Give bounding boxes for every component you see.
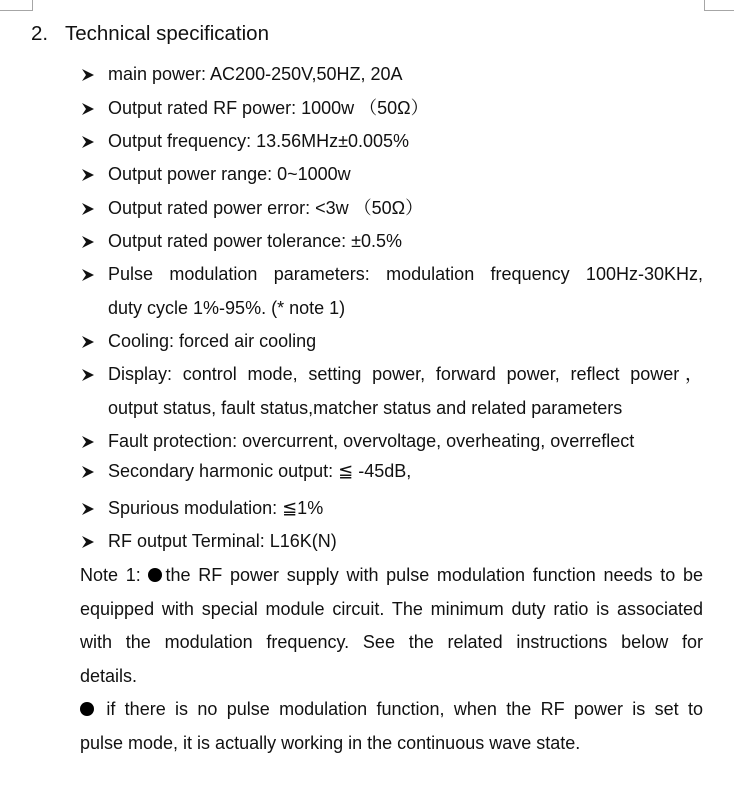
spec-item-text: Output frequency: 13.56MHz±0.005% [108,131,410,151]
note-line-3: with the modulation frequency. See the related instructions below for [80,632,703,652]
spec-item-text: Secondary harmonic output: ≦ -45dB, [108,461,412,481]
spec-item-text-line2: output status, fault status,matcher status and related parameters [108,397,623,418]
note-line-6: pulse mode, it is actually working in the continuous wave state. [80,732,581,753]
spec-item-harmonic [80,455,703,489]
spec-item-text-line2: duty cycle 1%-95%. (* note 1) [108,297,346,318]
spec-item-fault-protection [80,425,703,459]
spec-item-power-range [80,158,703,192]
spec-item-text: Fault protection: overcurrent, overvoltage, overheating, overreflect [108,431,635,451]
page-corner-mark-left [0,0,33,11]
spec-item-spurious [80,492,703,526]
arrow-bullet-icon [80,455,96,489]
note-line-4: details. [80,665,138,686]
arrow-bullet-icon [80,158,96,192]
spec-item-frequency [80,125,703,159]
spec-item-main-power [80,58,703,92]
spec-item-rf-power [80,92,703,126]
spec-item-text: Output rated RF power: 1000w （50Ω） [108,98,429,118]
spec-item-text: Output rated power tolerance: ±0.5% [108,231,403,251]
section-number: 2. [31,22,49,45]
spec-item-pulse-modulation [80,258,703,325]
section-title: Technical specification [65,22,269,45]
note-line-5: if there is no pulse modulation function, when the RF power is set to [80,693,703,727]
note-line-2: equipped with special module circuit. The minimum duty ratio is associated [80,598,703,619]
page-corner-mark-right [704,0,734,11]
note-label: Note 1: [80,565,149,585]
arrow-bullet-icon [80,258,96,292]
arrow-bullet-icon [80,192,96,226]
spec-item-power-tolerance [80,225,703,259]
spec-item-text: main power: AC200-250V,50HZ, 20A [108,64,403,84]
note-line-1: Note 1: the RF power supply with pulse modulation function needs to be [80,565,703,585]
arrow-bullet-icon [80,92,96,126]
spec-item-text-line1: Display: control mode, setting power, forward power, reflect power， [108,364,703,384]
spec-item-text-line1: Pulse modulation parameters: modulation frequency 100Hz-30KHz, [108,264,703,284]
arrow-bullet-icon [80,525,96,559]
section-heading [31,21,269,47]
spec-item-text: Output power range: 0~1000w [108,164,351,184]
spec-item-rf-terminal [80,525,703,559]
arrow-bullet-icon [80,325,96,359]
spec-item-text: Output rated power error: <3w （50Ω） [108,198,424,218]
arrow-bullet-icon [80,492,96,526]
spec-item-cooling [80,325,703,359]
bullet-dot-icon [148,568,162,582]
arrow-bullet-icon [80,225,96,259]
spec-item-text: Spurious modulation: ≦1% [108,498,324,518]
spec-item-display [80,358,703,425]
spec-item-power-error [80,192,703,226]
note-block [80,559,703,760]
bullet-dot-icon [80,702,94,716]
spec-item-text: RF output Terminal: L16K(N) [108,531,337,551]
arrow-bullet-icon [80,425,96,459]
arrow-bullet-icon [80,358,96,392]
arrow-bullet-icon [80,125,96,159]
arrow-bullet-icon [80,58,96,92]
spec-item-text: Cooling: forced air cooling [108,331,317,351]
